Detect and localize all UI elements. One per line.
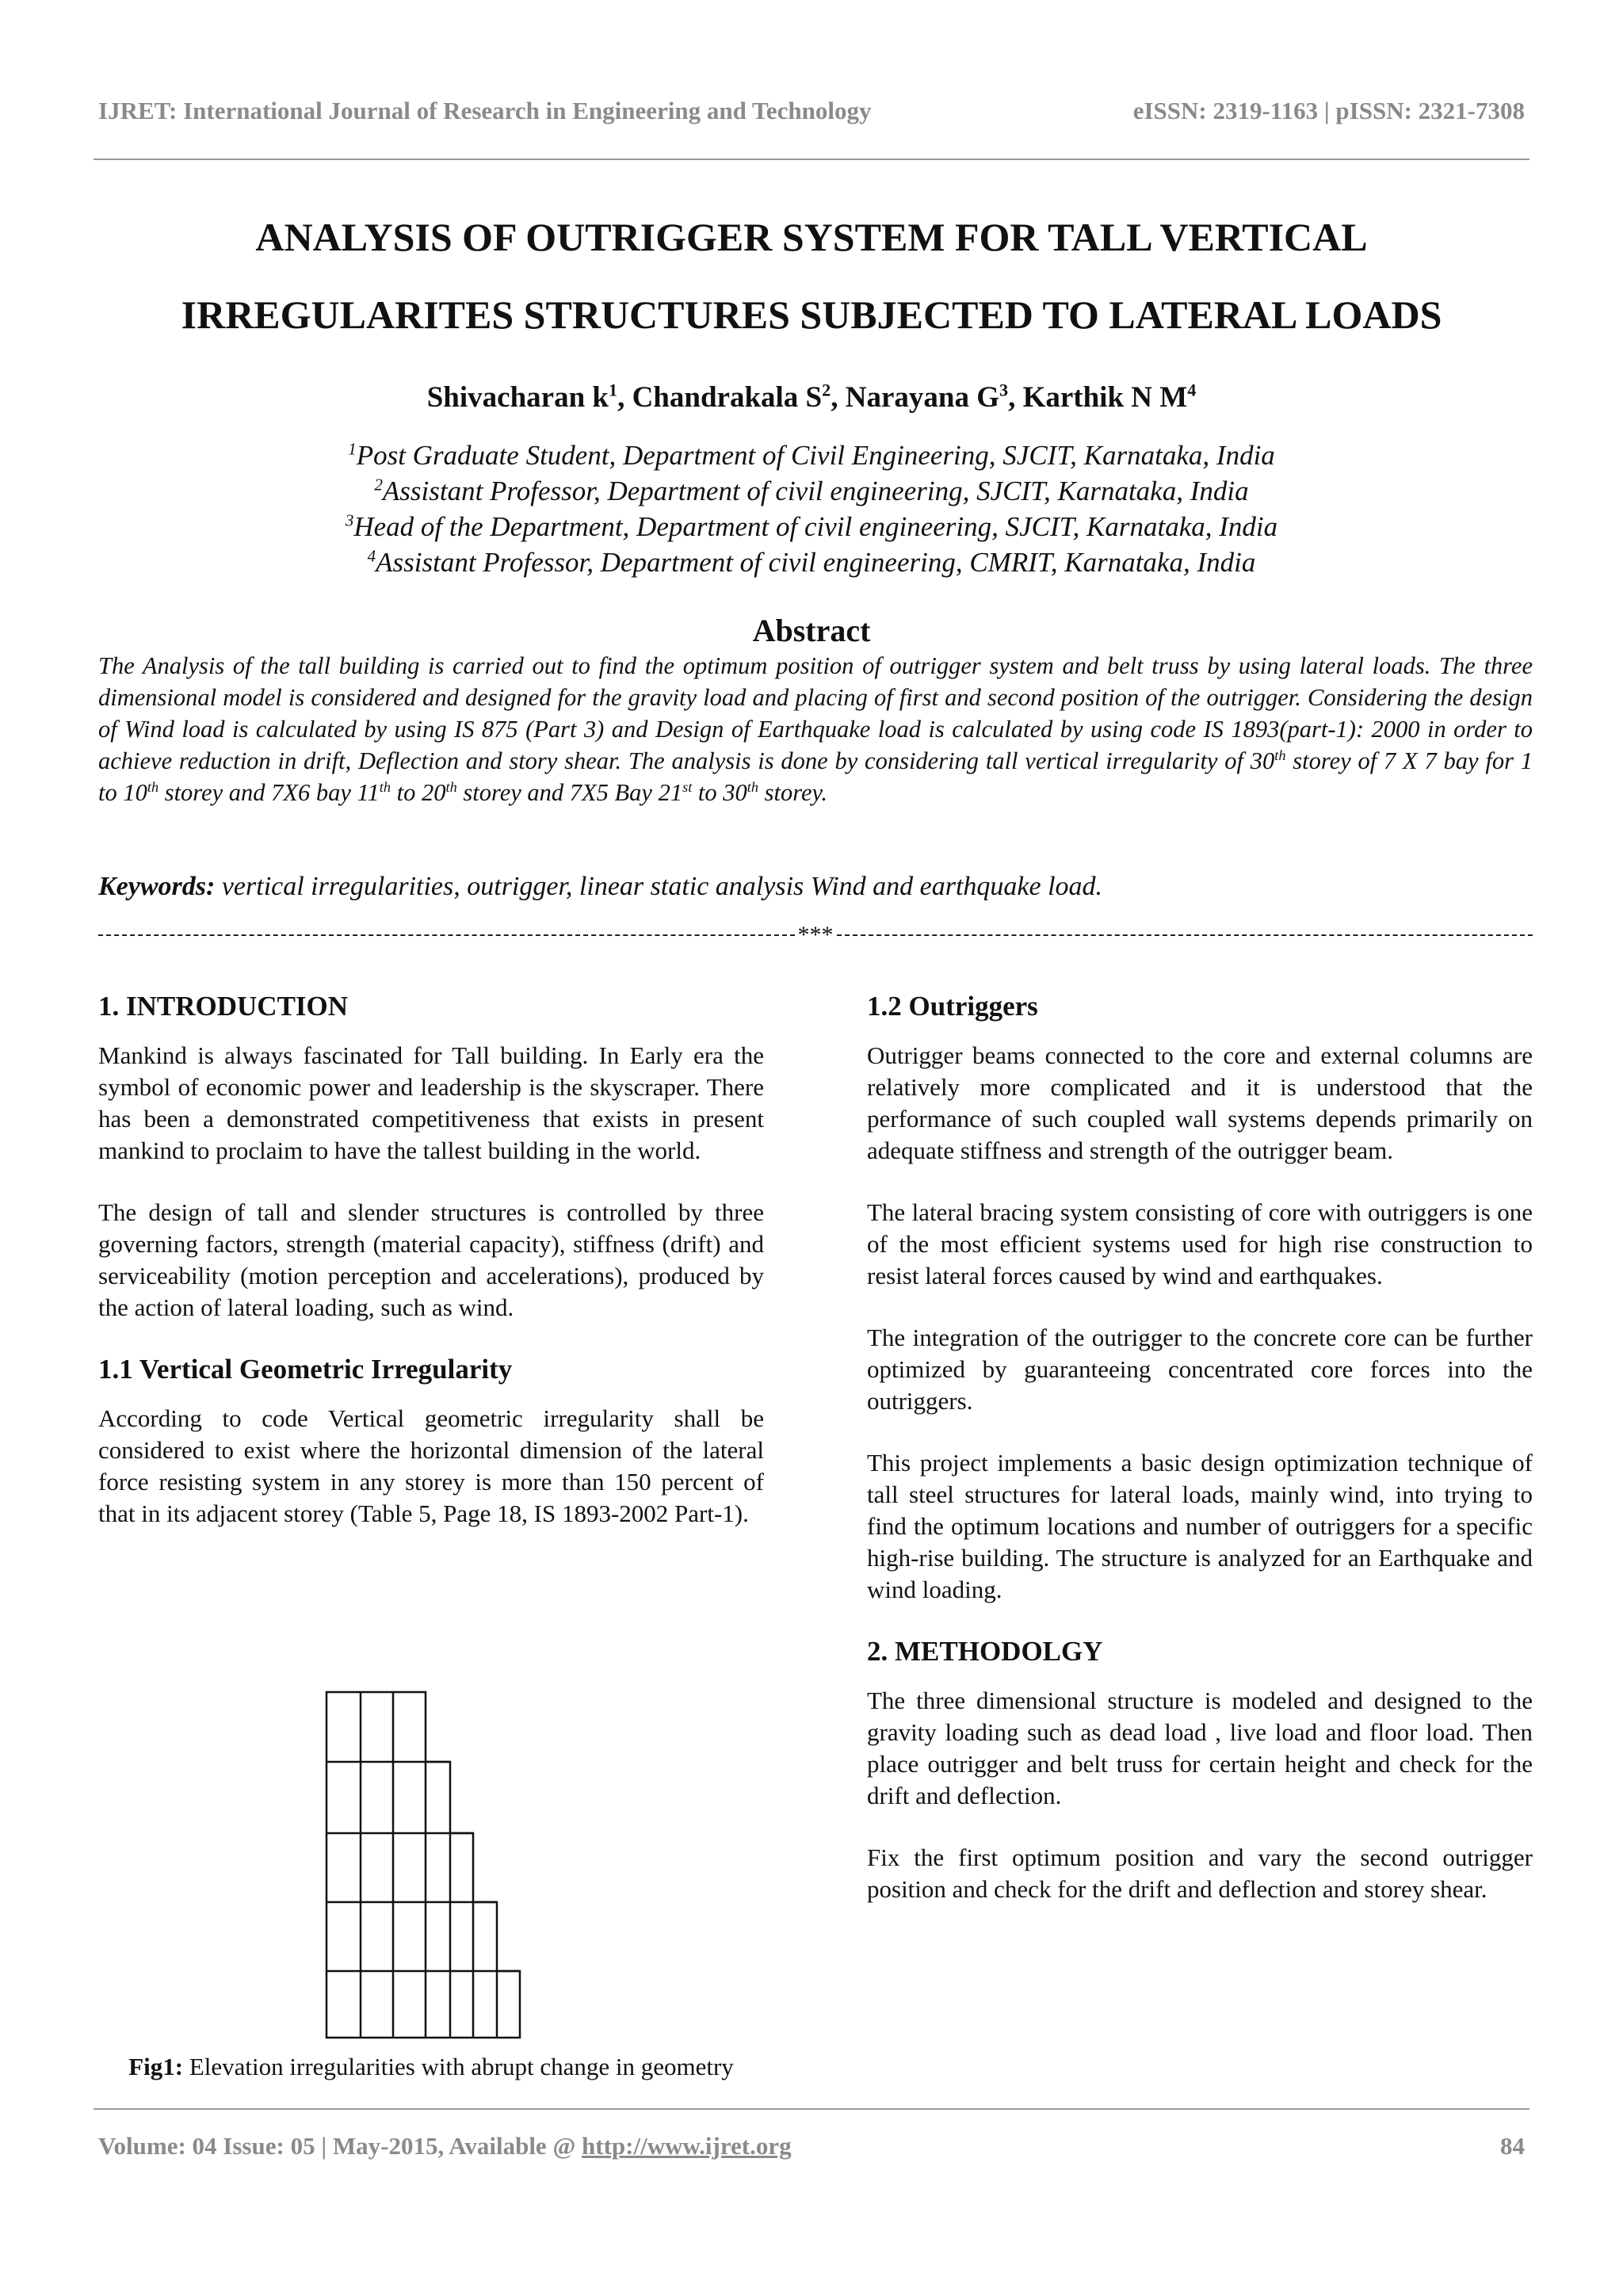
figure-label: Fig1: [128,2053,184,2080]
author-sep: , [831,381,846,414]
elevation-irregularity-figure [317,1692,531,2041]
abstract-sup: th [445,778,457,795]
affiliation-sup: 3 [345,510,354,530]
keywords [98,872,1533,902]
abstract-text: to 20 [391,779,446,806]
author-sup: 4 [1187,380,1197,400]
abstract-text: storey and 7X5 Bay 21 [456,779,683,806]
affiliation-sup: 4 [367,546,376,566]
paragraph: According to code Vertical geometric irregularity shall be considered to exist where the horizontal dimension of the lateral force resisting system in any storey is more than 150 percent of that in its adjacent storey (Table 5, Page 18, IS 1893-2002 Part-1). [98,1404,764,1527]
paragraph: The three dimensional structure is modeled and designed to the gravity loading such as dead load , live load and floor load. Then place outrigger and belt truss for certain height and check for the drift and deflection. [867,1687,1533,1809]
title-line-1: ANALYSIS OF OUTRIGGER SYSTEM FOR TALL VERTICAL [255,215,1368,259]
affiliation-text: Assistant Professor, Department of civil engineering, CMRIT, Karnataka, India [376,547,1256,578]
abstract-sup: th [1274,747,1286,763]
author-sep: , [617,381,632,414]
abstract-sup: st [682,778,693,795]
volume-info [98,2132,792,2160]
affiliation [79,437,1544,473]
section-heading-introduction: 1. INTRODUCTION [98,991,349,1022]
section-heading-methodology: 2. METHODOLGY [867,1636,1103,1667]
author-sup: 2 [822,380,831,400]
abstract-sup: th [747,778,758,795]
volume-text: Volume: 04 Issue: 05 | May-2015, Available @ [98,2132,582,2160]
affiliation-text: Head of the Department, Department of civil engineering, SJCIT, Karnataka, India [353,511,1278,542]
journal-name: IJRET: International Journal of Research in Engineering and Technology [98,97,872,124]
paragraph: The integration of the outrigger to the concrete core can be further optimized by guaranteeing concentrated core forces into the outriggers. [867,1324,1533,1415]
author: Narayana G [845,381,999,414]
affiliation [79,473,1544,509]
separator-stars: *** [797,922,834,948]
left-column [98,991,764,1560]
affiliation [79,544,1544,580]
abstract-text: to 30 [692,779,747,806]
section-heading-vertical-irregularity: 1.1 Vertical Geometric Irregularity [98,1354,513,1385]
author: Karthik N M [1022,381,1188,414]
paragraph: The lateral bracing system consisting of core with outriggers is one of the most efficient systems used for high rise construction to resist lateral forces caused by wind and earthquakes. [867,1198,1533,1289]
section-heading-outriggers: 1.2 Outriggers [867,991,1038,1022]
author-list [79,380,1544,415]
abstract-body [98,650,1533,808]
affiliations [79,437,1544,580]
separator-dash [837,934,1533,936]
paragraph: This project implements a basic design optimization technique of tall steel structures for lateral loads, mainly wind, into trying to find the optimum locations and number of outriggers for a specific high-rise building. The structure is analyzed for an Earthquake and wind loading. [867,1449,1533,1603]
affiliation-text: Assistant Professor, Department of civil engineering, SJCIT, Karnataka, India [382,476,1249,506]
journal-link[interactable]: http://www.ijret.org [582,2132,792,2160]
running-header [98,97,1525,125]
abstract-sup: th [147,778,159,795]
figure-outline [327,1692,520,2038]
author-sup: 1 [608,380,618,400]
title-line-2: IRREGULARITES STRUCTURES SUBJECTED TO LATERAL LOADS [181,292,1442,337]
affiliation-sup: 2 [374,475,383,495]
footer-rule [94,2108,1529,2110]
abstract-text: storey and 7X6 bay 11 [158,779,380,806]
header-rule [94,159,1529,160]
author-sep: , [1008,381,1023,414]
paragraph: Fix the first optimum position and vary the second outrigger position and check for the drift and deflection and storey shear. [867,1843,1533,1903]
keywords-label: Keywords: [98,872,216,901]
paragraph: Mankind is always fascinated for Tall building. In Early era the symbol of economic power and leadership is the skyscraper. There has been a demonstrated competitiveness that exists in present mankind to proclaim to have the tallest building in the world. [98,1041,764,1164]
right-column [867,991,1533,1935]
abstract-text: The Analysis of the tall building is carried out to find the optimum position of outrigger system and belt truss by using lateral loads. The three dimensional model is considered and designed for the gravity load and placing of first and second position of the outrigger. Considering the design of Wind load is calculated by using IS 875 (Part 3) and Design of Earthquake load is calculated by using code IS 1893(part-1): 2000 in order to achieve reduction in drift, Deflection and story shear. The analysis is done by considering tall vertical irregularity of 30 [98,652,1533,774]
section-separator [98,919,1533,951]
separator-dash [98,934,795,936]
abstract-text: storey. [758,779,827,806]
paragraph: Outrigger beams connected to the core and external columns are relatively more complicated and it is understood that the performance of such coupled wall systems depends primarily on adequate stiffness and strength of the outrigger beam. [867,1041,1533,1164]
figure-caption [98,2051,764,2083]
running-footer [98,2132,1525,2160]
author: Shivacharan k [426,381,609,414]
figure-caption-text: Elevation irregularities with abrupt change in geometry [183,2053,734,2080]
author-sup: 3 [999,380,1009,400]
affiliation-text: Post Graduate Student, Department of Civil Engineering, SJCIT, Karnataka, India [356,440,1275,471]
paper-title [79,198,1544,353]
page-number: 84 [1500,2132,1525,2160]
abstract-sup: th [379,778,391,795]
affiliation-sup: 1 [348,439,357,459]
abstract-text: storey of 7 X 7 bay for 1 to 10 [98,747,1533,806]
abstract-heading: Abstract [752,613,871,648]
affiliation [79,509,1544,544]
issn: eISSN: 2319-1163 | pISSN: 2321-7308 [1132,97,1525,124]
keywords-text: vertical irregularities, outrigger, linear static analysis Wind and earthquake load. [215,872,1103,901]
paragraph: The design of tall and slender structures is controlled by three governing factors, strength (material capacity), stiffness (drift) and serviceability (motion perception and accelerations), produced by the action of lateral loading, such as wind. [98,1198,764,1321]
author: Chandrakala S [632,381,823,414]
